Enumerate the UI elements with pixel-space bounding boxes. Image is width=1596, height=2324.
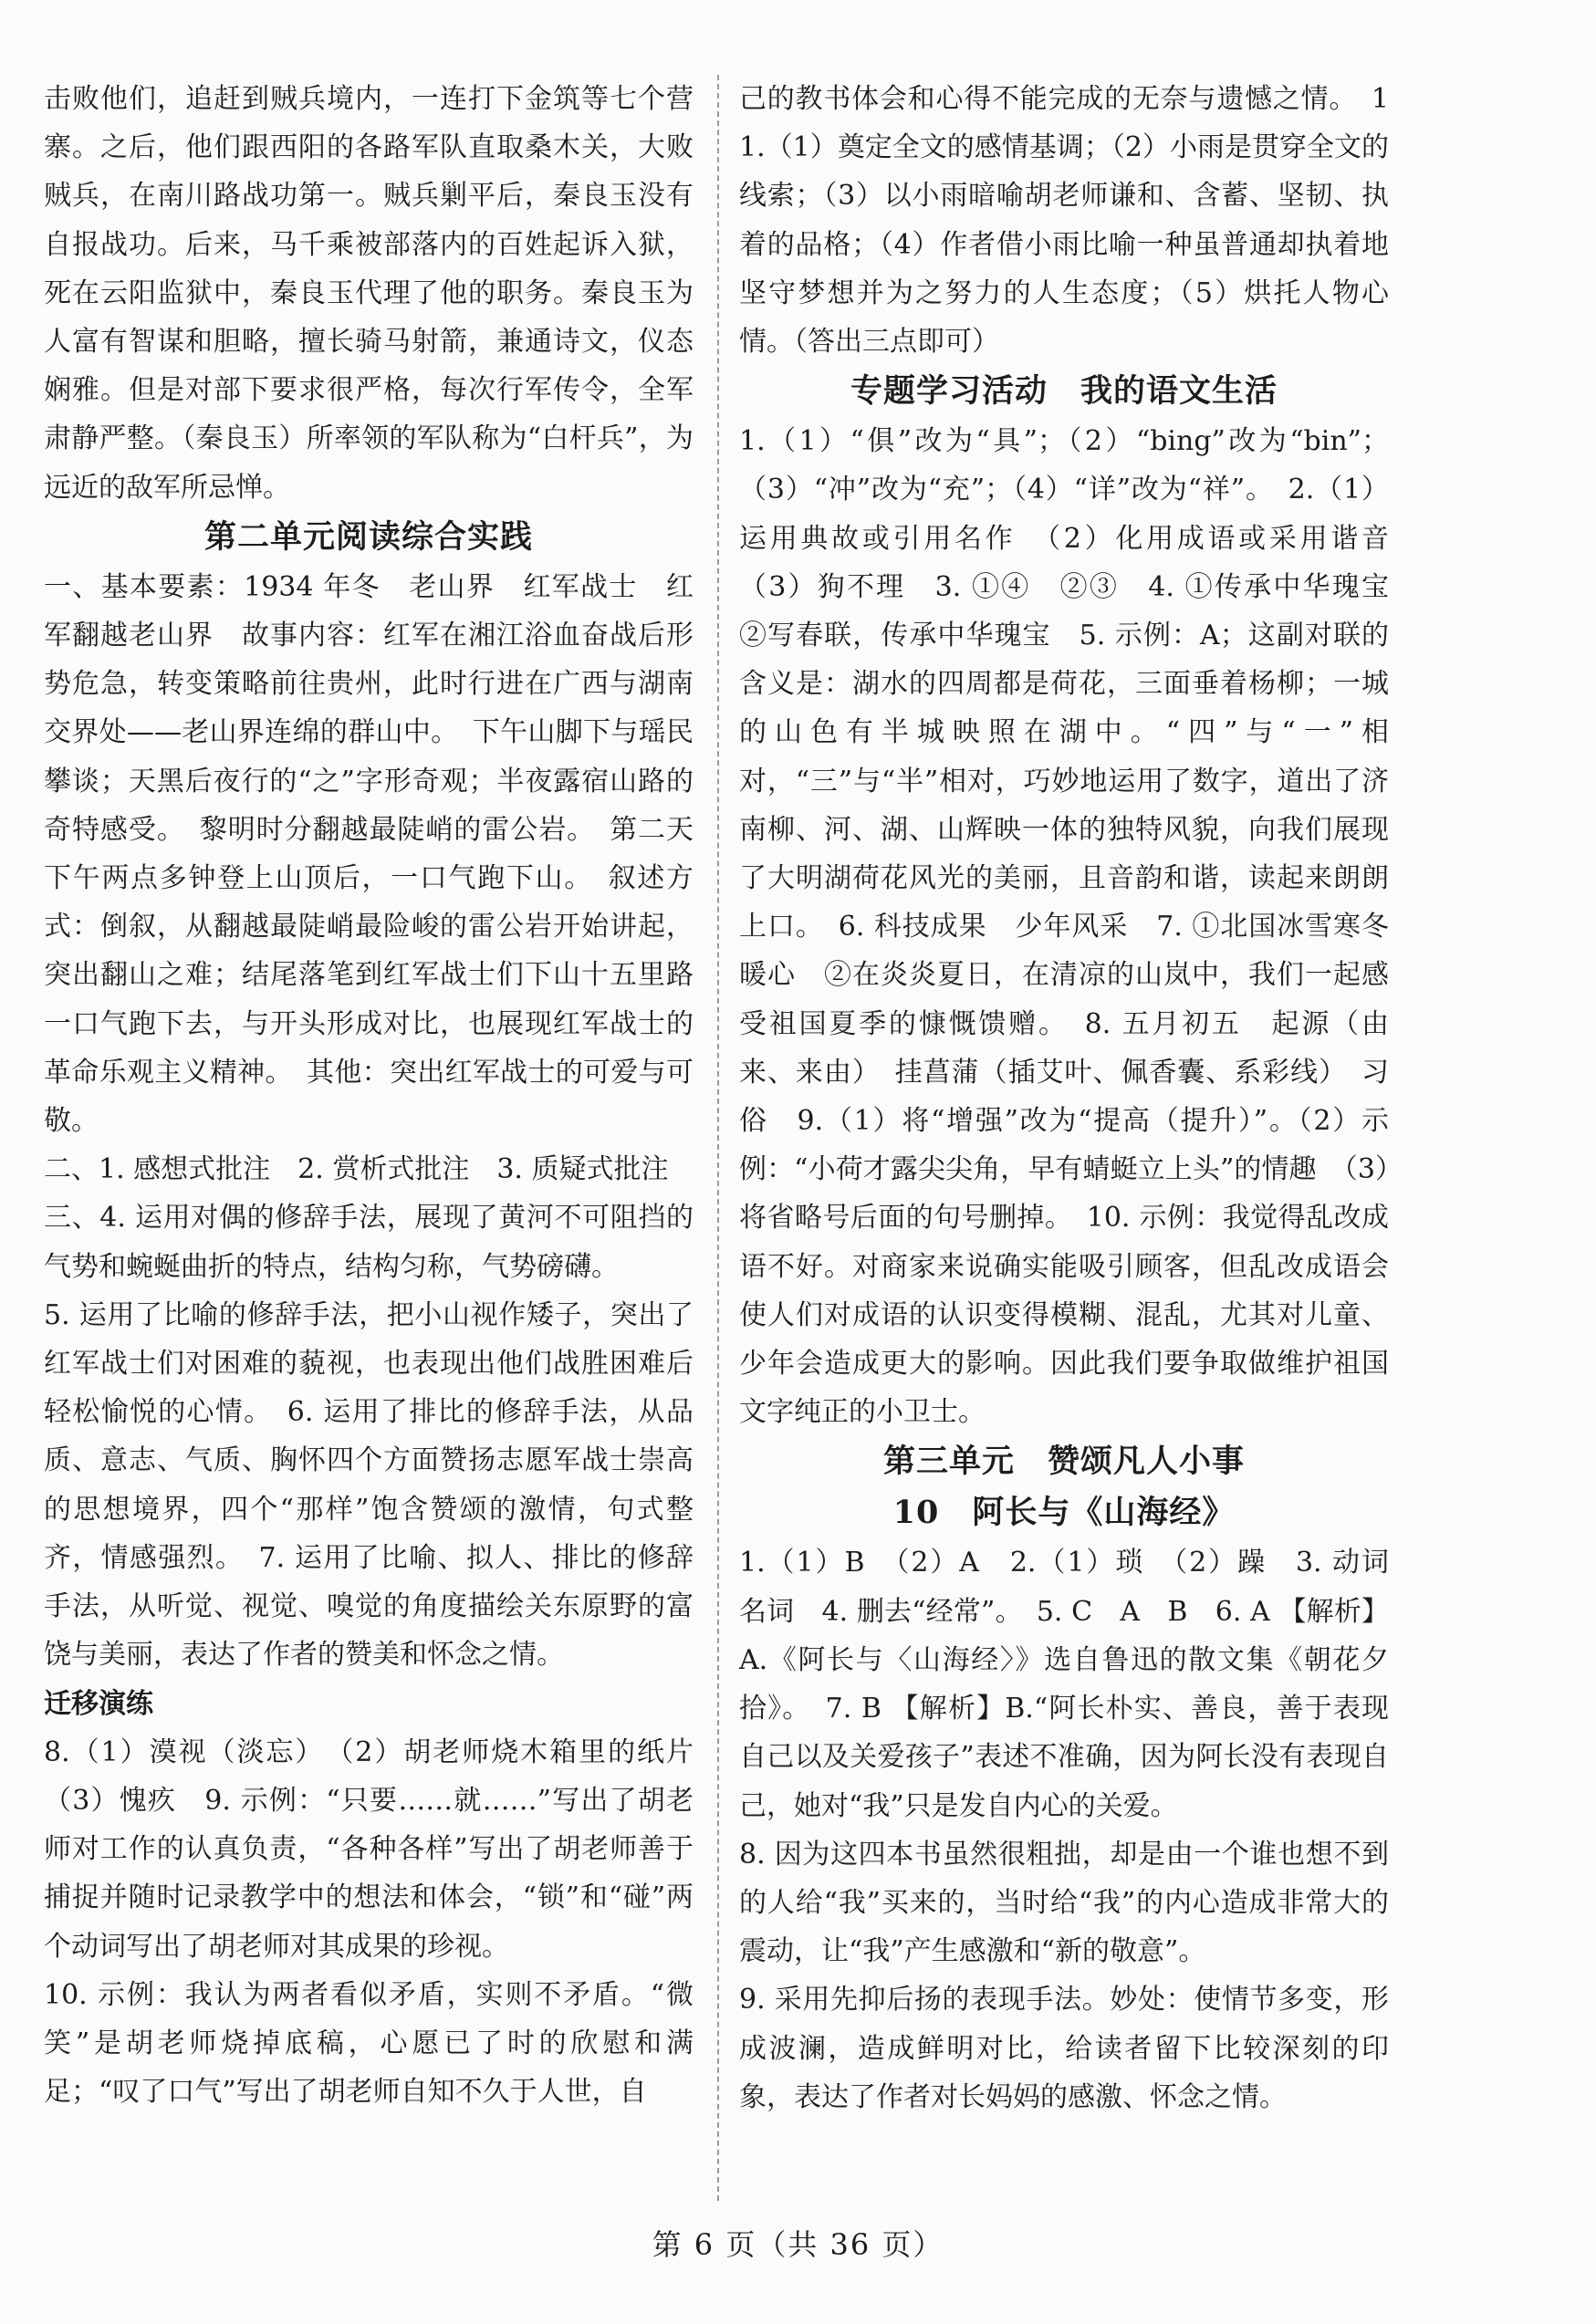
- rhetoric-answer-4: 三、4. 运用对偶的修辞手法，展现了黄河不可阻挡的气势和蜿蜒曲折的特点，结构匀称，气势磅礴。: [44, 1202, 694, 1283]
- unit3-heading: 第三单元 赞颂凡人小事: [882, 1443, 1245, 1481]
- right-column: [739, 75, 1416, 2121]
- unit2-reading-practice-heading: 第二单元阅读综合实践: [203, 517, 533, 556]
- basic-elements-answer: 一、基本要素：1934 年冬 老山界 红军战士 红军翻越老山界 故事内容：红军在湘江浴血奋战后形势危急，转变策略前往贵州，此时行进在广西与湖南交界处——老山界连绵的群山中。 下午山脚下与瑶民攀谈；天黑后夜行的“之”字形奇观；半夜露宿山路的奇特感受。 黎明时分翻越最陡峭的雷公岩。 第二天下午两点多钟登上山顶后，一口气跑下山。 叙述方式：倒叙，从翻越最陡峭最险峻的雷公岩开始讲起，突出翻山之难；结尾落笔到红军战士们下山十五里路一口气跑下去，与开头形成对比，也展现红军战士的革命乐观主义精神。 其他：突出红军战士的可爱与可敬。: [44, 570, 694, 1138]
- rhetoric-answers-5-7: 5. 运用了比喻的修辞手法，把小山视作矮子，突出了红军战士们对困难的藐视，也表现出他们战胜困难后轻松愉悦的心情。 6. 运用了排比的修辞手法，从品质、意志、气质、胸怀四个方面赞扬志愿军战士崇高的思想境界，四个“那样”饱含赞颂的激情，句式整齐，情感强烈。 7. 运用了比喻、拟人、排比的修辞手法，从听觉、视觉、嗅觉的角度描绘关东原野的富饶与美丽，表达了作者的赞美和怀念之情。: [44, 1298, 694, 1672]
- annotation-types-answer: 二、1. 感想式批注 2. 赏析式批注 3. 质疑式批注: [44, 1153, 669, 1186]
- transfer-answers-8-9: 8.（1）漠视（淡忘） （2）胡老师烧木箱里的纸片 （3）愧疚 9. 示例：“只要……就……”写出了胡老师对工作的认真负责，“各种各样”写出了胡老师善于捕捉并随时记录教学中的想法和体会，“锁”和“碰”两个动词写出了胡老师对其成果的珍视。: [44, 1735, 721, 1963]
- lesson10-heading: 10 阿长与《山海经》: [892, 1494, 1236, 1532]
- lesson10-answer-9: 9. 采用先抑后扬的表现手法。妙处：使情节多变，形成波澜，造成鲜明对比，给读者留下比较深刻的印象，表达了作者对长妈妈的感激、怀念之情。: [739, 1984, 1389, 2113]
- special-activity-answers: 1.（1）“俱”改为“具”；（2）“bing”改为“bin”；（3）“冲”改为“充”；（4）“详”改为“祥”。 2.（1）运用典故或引用名作 （2）化用成语或采用谐音 （3）狗不理 3. ①④ ②③ 4. ①传承中华瑰宝 ②写春联，传承中华瑰宝 5. 示例：A；这副对联的含义是：湖水的四周都是荷花，三面垂着杨柳；一城的山色有半城映照在湖中。“四”与“一”相对，“三”与“半”相对，巧妙地运用了数字，道出了济南柳、河、湖、山辉映一体的独特风貌，向我们展现了大明湖荷花风光的美丽，且音韵和谐，读起来朗朗上口。 6. 科技成果 少年风采 7. ①北国冰雪寒冬暖心 ②在炎炎夏日，在清凉的山岚中，我们一起感受祖国夏季的慷慨馈赠。 8. 五月初五 起源（由来、来由） 挂菖蒲（插艾叶、佩香囊、系彩线） 习俗 9.（1）将“增强”改为“提高（提升）”。（2）示例：“小荷才露尖尖角，早有蜻蜓立上头”的情趣 （3）将省略号后面的句号删掉。 10. 示例：我觉得乱改成语不好。对商家来说确实能吸引顾客，但乱改成语会使人们对成语的认识变得模糊、混乱，尤其对儿童、少年会造成更大的影响。因此我们要争取做维护祖国文字纯正的小卫士。: [739, 425, 1416, 1429]
- lesson10-answer-8: 8. 因为这四本书虽然很粗拙，却是由一个谁也想不到的人给“我”买来的，当时给“我”的内心造成非常大的震动，让“我”产生感激和“新的敬意”。: [739, 1838, 1389, 1968]
- left-column: [44, 75, 721, 2116]
- special-activity-heading: 专题学习活动 我的语文生活: [850, 372, 1278, 411]
- transfer-answer-10-continued: 己的教书体会和心得不能完成的无奈与遗憾之情。 11.（1）奠定全文的感情基调；（2）小雨是贯穿全文的线索；（3）以小雨暗喻胡老师谦和、含蓄、坚韧、执着的品格；（4）作者借小雨比喻一种虽普通却执着地坚守梦想并为之努力的人生态度；（5）烘托人物心情。（答出三点即可）: [739, 83, 1389, 359]
- page-number: 第 6 页（共 36 页）: [652, 2227, 944, 2262]
- transfer-practice-heading: 迁移演练: [44, 1687, 153, 1720]
- column-divider: [717, 75, 719, 2201]
- passage-translation-ending: 击败他们，追赶到贼兵境内，一连打下金筑等七个营寨。之后，他们跟西阳的各路军队直取桑木关，大败贼兵，在南川路战功第一。贼兵剿平后，秦良玉没有自报战功。后来，马千乘被部落内的百姓起诉入狱，死在云阳监狱中，秦良玉代理了他的职务。秦良玉为人富有智谋和胆略，擅长骑马射箭，兼通诗文，仪态娴雅。但是对部下要求很严格，每次行军传令，全军肃静严整。（秦良玉）所率领的军队称为“白杆兵”，为远近的敌军所忌惮。: [44, 83, 694, 504]
- transfer-answer-10: 10. 示例：我认为两者看似矛盾，实则不矛盾。“微笑”是胡老师烧掉底稿，心愿已了时的欣慰和满足；“叹了口气”写出了胡老师自知不久于人世，自: [44, 1978, 694, 2109]
- lesson10-answers-1-7: 1.（1）B （2）A 2.（1）琐 （2）躁 3. 动词 名词 4. 删去“经常”。 5. C A B 6. A 【解析】A.《阿长与〈山海经〉》选自鲁迅的散文集《朝花夕拾》。 7. B 【解析】B.“阿长朴实、善良，善于表现自己以及关爱孩子”表述不准确，因为阿长没有表现自己，她对“我”只是发自内心的关爱。: [739, 1547, 1416, 1822]
